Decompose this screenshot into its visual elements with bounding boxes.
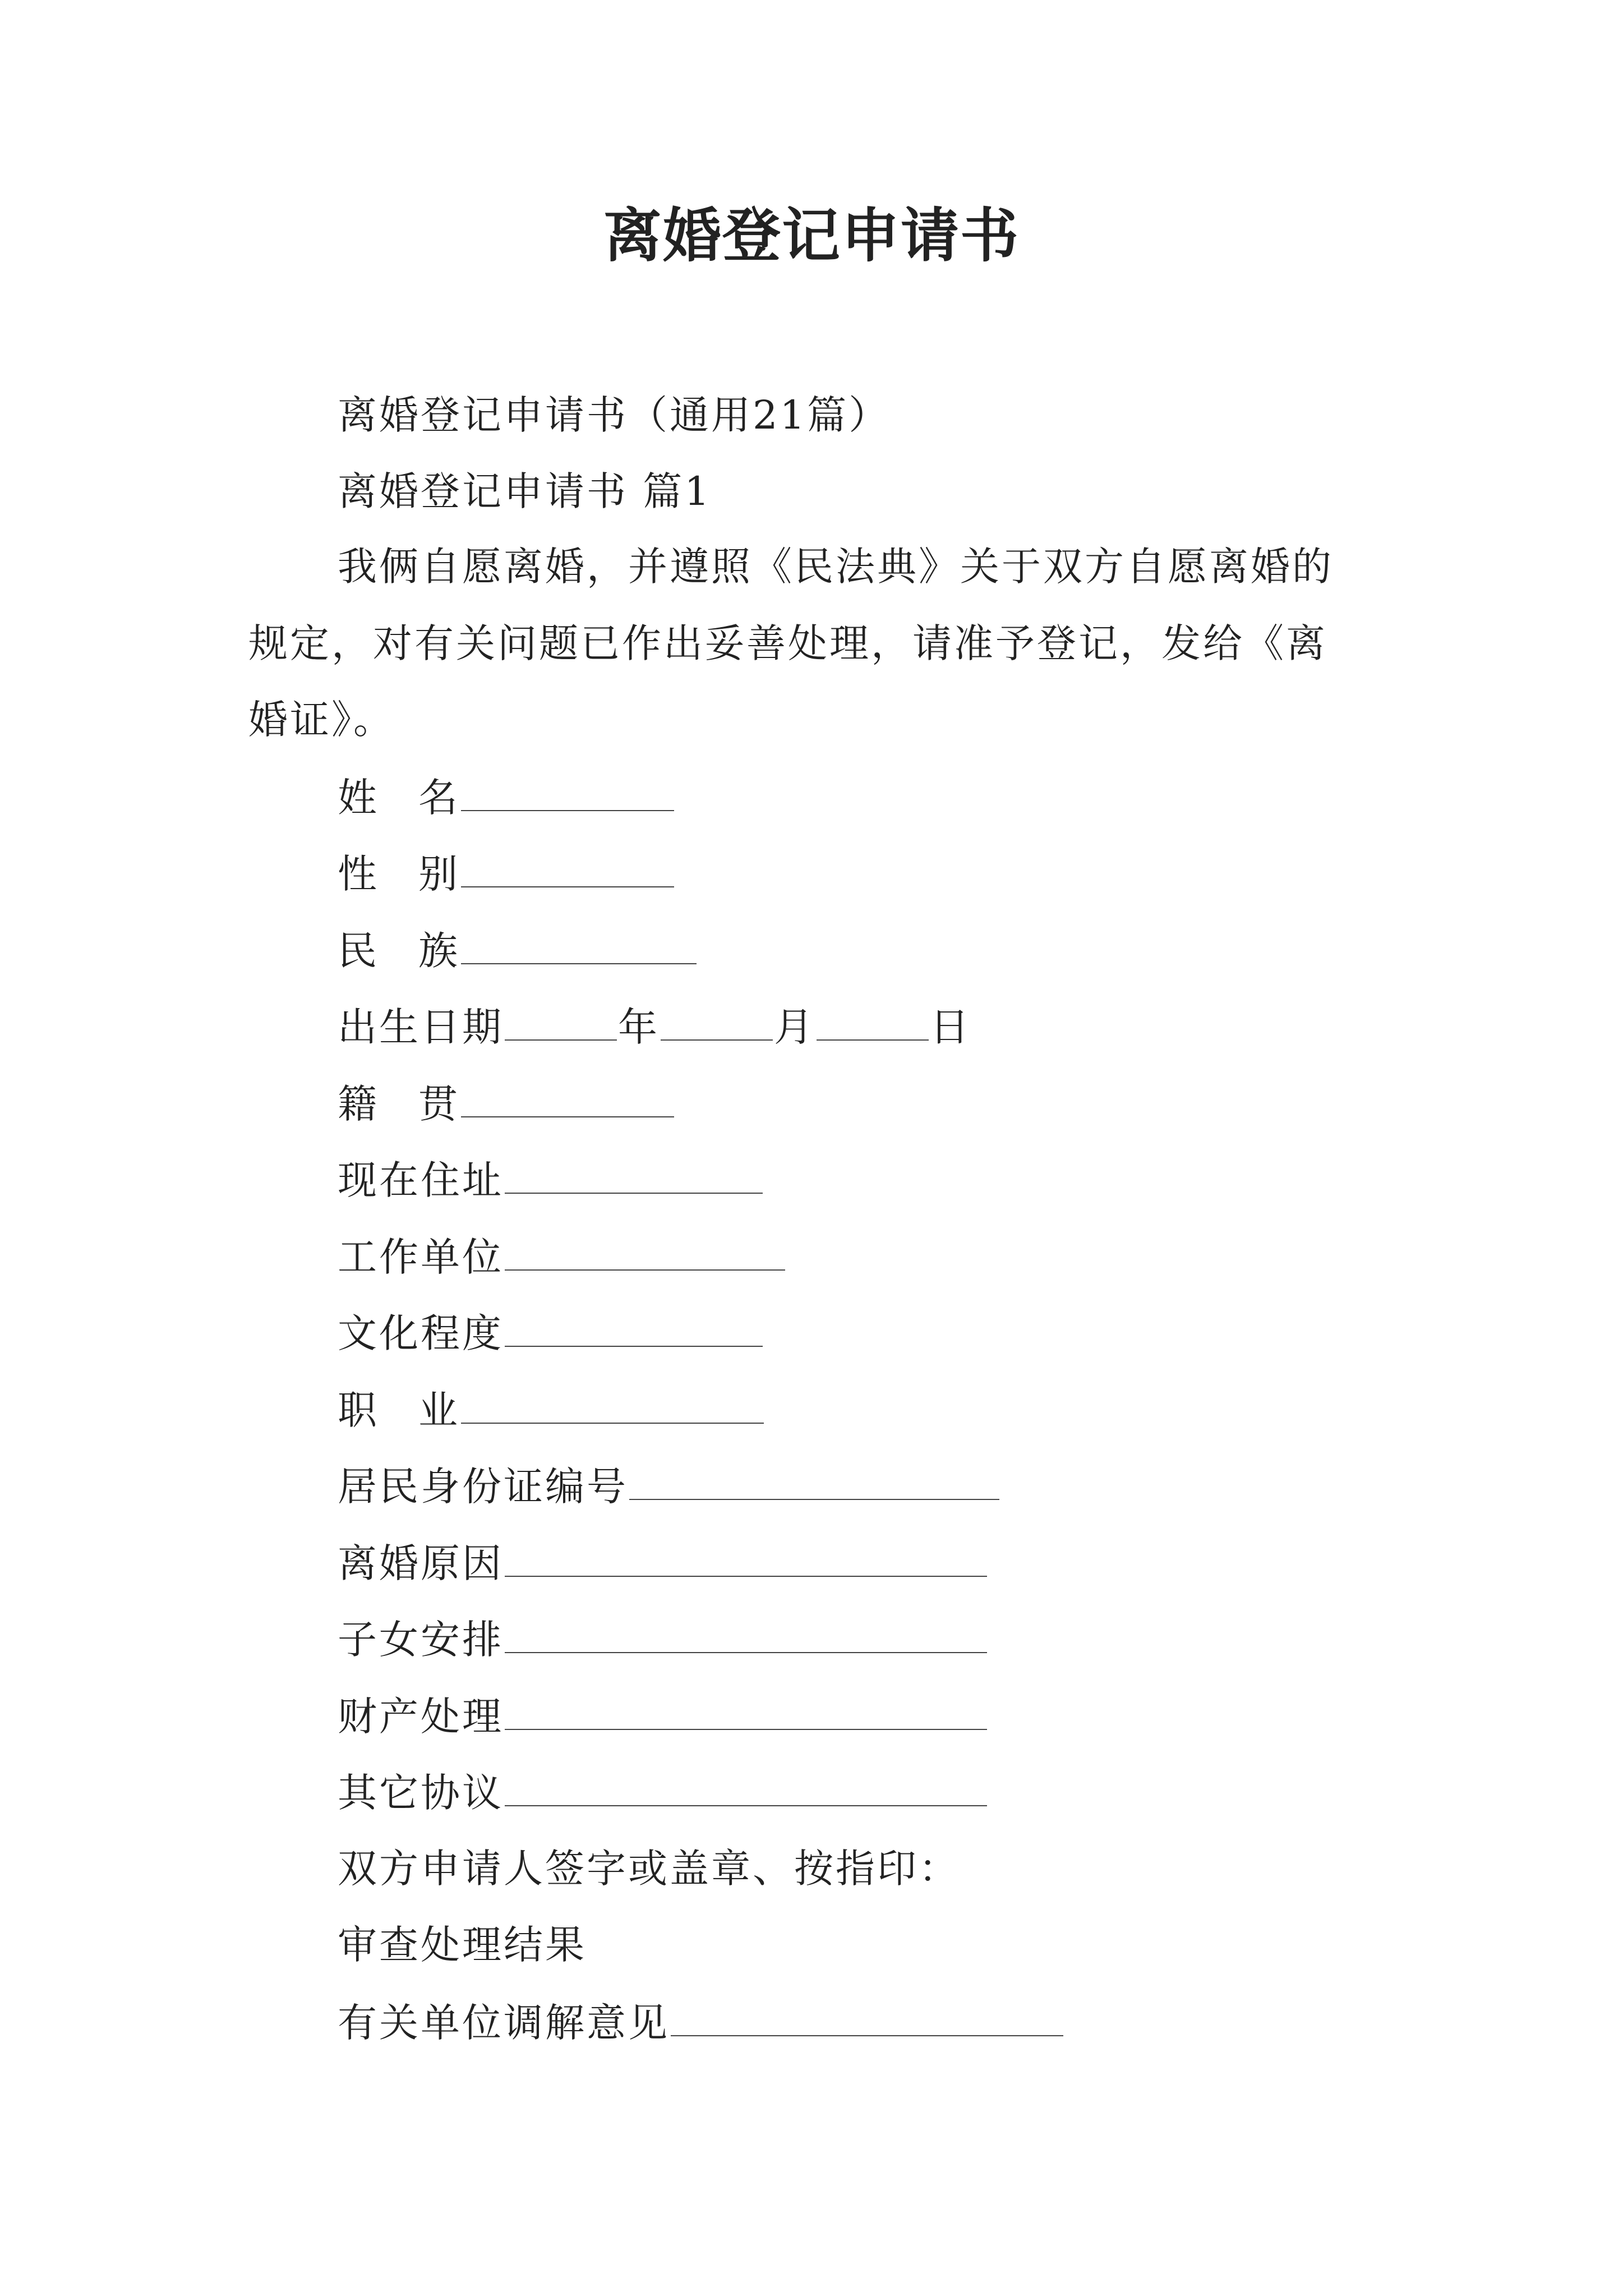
document-subtitle: 离婚登记申请书（通用21篇） <box>338 392 891 438</box>
field-occupation-blank[interactable] <box>461 1381 764 1424</box>
document-title: 离婚登记申请书 <box>603 201 1020 270</box>
field-name-blank[interactable] <box>461 769 674 811</box>
field-native-label-a: 籍 <box>338 1081 379 1127</box>
field-other-blank[interactable] <box>505 1764 987 1806</box>
field-birth-month-blank[interactable] <box>661 998 773 1041</box>
field-property-blank[interactable] <box>505 1687 987 1730</box>
field-divorce-reason-label: 离婚原因 <box>338 1540 504 1586</box>
intro-paragraph-line-1: 我俩自愿离婚，并遵照《民法典》关于双方自愿离婚的 <box>338 544 1334 590</box>
field-employer-label: 工作单位 <box>338 1234 504 1280</box>
field-ethnicity-label-b: 族 <box>418 928 460 974</box>
field-education-label: 文化程度 <box>338 1310 504 1356</box>
field-gender-label-a: 性 <box>338 851 379 897</box>
field-children-blank[interactable] <box>505 1611 987 1653</box>
field-name-label-b: 名 <box>418 775 460 821</box>
field-employer-blank[interactable] <box>505 1228 785 1271</box>
field-birth-day-blank[interactable] <box>817 998 929 1041</box>
field-gender-blank[interactable] <box>461 845 674 887</box>
field-name <box>0 769 1623 826</box>
field-id-number-label: 居民身份证编号 <box>338 1464 628 1510</box>
field-name-label-a: 姓 <box>338 775 379 821</box>
field-gender-label-b: 别 <box>418 851 460 897</box>
field-birth-date <box>0 998 1623 1055</box>
field-ethnicity <box>0 922 1623 979</box>
field-children-label: 子女安排 <box>338 1617 504 1663</box>
review-result-line: 审查处理结果 <box>338 1922 587 1968</box>
field-property <box>0 1687 1623 1745</box>
field-birth-day-label: 日 <box>930 1004 971 1050</box>
intro-paragraph-line-2: 规定，对有关问题已作出妥善处理，请准予登记，发给《离 <box>248 620 1327 666</box>
field-native-place <box>0 1075 1623 1132</box>
field-birth-month-label: 月 <box>774 1004 815 1050</box>
field-other-agreement <box>0 1764 1623 1821</box>
field-birth-label: 出生日期 <box>338 1004 504 1050</box>
field-education-blank[interactable] <box>505 1304 763 1347</box>
field-divorce-reason-blank[interactable] <box>505 1534 987 1577</box>
field-occupation-label-a: 职 <box>338 1387 379 1433</box>
field-birth-year-blank[interactable] <box>505 998 617 1041</box>
field-mediation <box>0 1994 1623 2051</box>
field-address-label: 现在住址 <box>338 1157 504 1203</box>
field-occupation <box>0 1381 1623 1438</box>
field-id-number <box>0 1457 1623 1515</box>
field-mediation-label: 有关单位调解意见 <box>338 2000 670 2046</box>
field-occupation-label-b: 业 <box>418 1387 460 1433</box>
field-address <box>0 1151 1623 1208</box>
field-birth-year-label: 年 <box>618 1004 660 1050</box>
field-education <box>0 1304 1623 1361</box>
field-employer <box>0 1228 1623 1285</box>
field-mediation-blank[interactable] <box>671 1994 1063 2036</box>
intro-paragraph-line-3: 婚证》。 <box>248 697 395 743</box>
field-native-blank[interactable] <box>461 1075 674 1117</box>
signature-line: 双方申请人签字或盖章、按指印： <box>338 1846 960 1892</box>
field-children <box>0 1611 1623 1668</box>
field-other-label: 其它协议 <box>338 1770 504 1816</box>
field-ethnicity-label-a: 民 <box>338 928 379 974</box>
field-address-blank[interactable] <box>505 1151 763 1194</box>
section-heading: 离婚登记申请书 篇1 <box>338 468 712 514</box>
field-id-number-blank[interactable] <box>629 1457 999 1500</box>
field-property-label: 财产处理 <box>338 1694 504 1740</box>
field-divorce-reason <box>0 1534 1623 1591</box>
field-gender <box>0 845 1623 902</box>
field-native-label-b: 贯 <box>418 1081 460 1127</box>
field-ethnicity-blank[interactable] <box>461 922 697 964</box>
